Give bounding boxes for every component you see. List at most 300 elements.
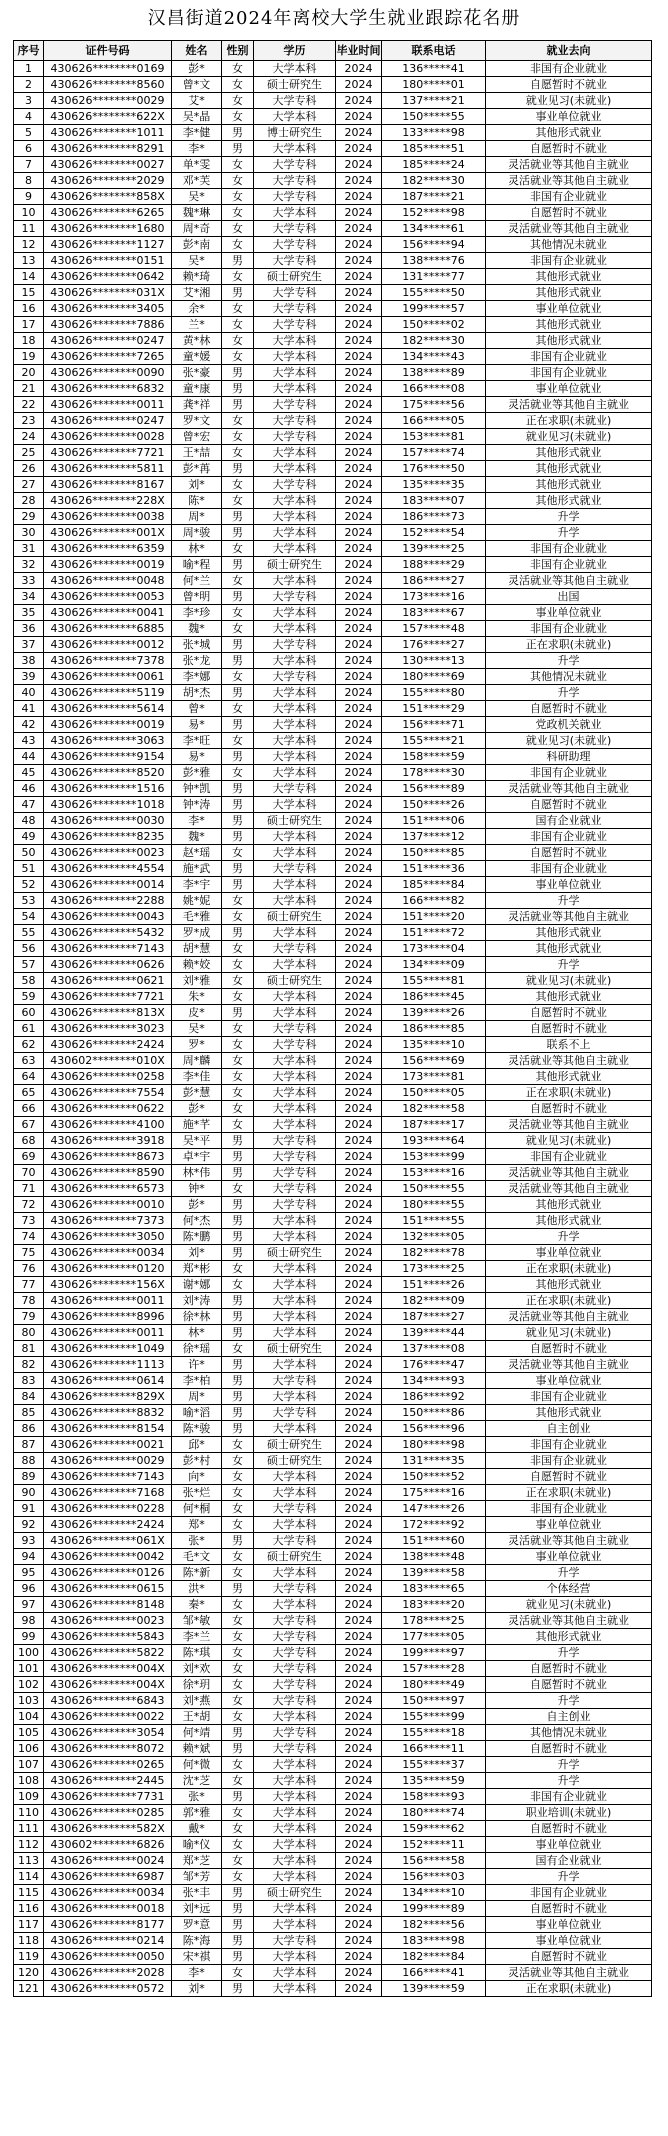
- cell-id-number: 430626********3054: [44, 1725, 172, 1741]
- table-row: [14, 429, 652, 445]
- cell-index: 57: [14, 957, 44, 973]
- cell-name: 周*奇: [172, 221, 222, 237]
- cell-employment-destination: 自愿暂时不就业: [486, 1469, 652, 1485]
- cell-phone: 134*****09: [382, 957, 486, 973]
- cell-index: 42: [14, 717, 44, 733]
- cell-name: 李*柏: [172, 1373, 222, 1389]
- cell-education: 大学本科: [254, 765, 336, 781]
- cell-graduation-year: 2024: [336, 1133, 382, 1149]
- cell-education: 硕士研究生: [254, 1453, 336, 1469]
- cell-education: 硕士研究生: [254, 973, 336, 989]
- cell-education: 大学专科: [254, 1149, 336, 1165]
- cell-name: 陈*新: [172, 1565, 222, 1581]
- cell-phone: 150*****52: [382, 1469, 486, 1485]
- cell-education: 大学专科: [254, 253, 336, 269]
- cell-education: 大学本科: [254, 797, 336, 813]
- cell-name: 何*桐: [172, 1501, 222, 1517]
- cell-phone: 199*****57: [382, 301, 486, 317]
- cell-id-number: 430626********622X: [44, 109, 172, 125]
- cell-index: 83: [14, 1373, 44, 1389]
- cell-employment-destination: 其他形式就业: [486, 461, 652, 477]
- cell-gender: 女: [222, 621, 254, 637]
- cell-education: 硕士研究生: [254, 813, 336, 829]
- cell-graduation-year: 2024: [336, 1181, 382, 1197]
- cell-education: 大学本科: [254, 461, 336, 477]
- table-row: [14, 285, 652, 301]
- cell-id-number: 430626********0126: [44, 1565, 172, 1581]
- cell-id-number: 430626********858X: [44, 189, 172, 205]
- cell-gender: 男: [222, 397, 254, 413]
- cell-education: 大学本科: [254, 893, 336, 909]
- table-row: [14, 1565, 652, 1581]
- cell-education: 大学专科: [254, 173, 336, 189]
- cell-name: 彭*: [172, 61, 222, 77]
- cell-graduation-year: 2024: [336, 1661, 382, 1677]
- cell-employment-destination: 自愿暂时不就业: [486, 1949, 652, 1965]
- table-row: [14, 909, 652, 925]
- cell-education: 大学本科: [254, 1773, 336, 1789]
- cell-graduation-year: 2024: [336, 141, 382, 157]
- cell-id-number: 430626********0028: [44, 429, 172, 445]
- cell-index: 121: [14, 1981, 44, 1997]
- cell-employment-destination: 灵活就业等其他自主就业: [486, 1965, 652, 1981]
- cell-index: 46: [14, 781, 44, 797]
- cell-graduation-year: 2024: [336, 317, 382, 333]
- cell-index: 25: [14, 445, 44, 461]
- cell-gender: 男: [222, 1389, 254, 1405]
- cell-index: 104: [14, 1709, 44, 1725]
- table-row: [14, 269, 652, 285]
- table-row: [14, 973, 652, 989]
- cell-graduation-year: 2024: [336, 253, 382, 269]
- cell-id-number: 430626********8520: [44, 765, 172, 781]
- cell-employment-destination: 灵活就业等其他自主就业: [486, 1357, 652, 1373]
- cell-index: 9: [14, 189, 44, 205]
- cell-gender: 女: [222, 1661, 254, 1677]
- cell-education: 大学专科: [254, 781, 336, 797]
- cell-gender: 女: [222, 893, 254, 909]
- cell-graduation-year: 2024: [336, 1613, 382, 1629]
- cell-graduation-year: 2024: [336, 1325, 382, 1341]
- table-row: [14, 477, 652, 493]
- cell-employment-destination: 其他形式就业: [486, 989, 652, 1005]
- cell-index: 82: [14, 1357, 44, 1373]
- cell-phone: 183*****98: [382, 1933, 486, 1949]
- table-row: [14, 749, 652, 765]
- cell-employment-destination: 其他情况未就业: [486, 1725, 652, 1741]
- cell-graduation-year: 2024: [336, 941, 382, 957]
- table-row: [14, 1469, 652, 1485]
- cell-id-number: 430626********0034: [44, 1245, 172, 1261]
- cell-education: 大学本科: [254, 653, 336, 669]
- cell-name: 黄*林: [172, 333, 222, 349]
- cell-phone: 152*****11: [382, 1837, 486, 1853]
- cell-education: 大学本科: [254, 605, 336, 621]
- cell-graduation-year: 2024: [336, 477, 382, 493]
- cell-education: 大学本科: [254, 621, 336, 637]
- cell-phone: 156*****94: [382, 237, 486, 253]
- cell-phone: 155*****21: [382, 733, 486, 749]
- cell-id-number: 430626********813X: [44, 1005, 172, 1021]
- cell-gender: 男: [222, 1901, 254, 1917]
- cell-name: 何*杰: [172, 1213, 222, 1229]
- cell-gender: 男: [222, 1197, 254, 1213]
- cell-id-number: 430626********0038: [44, 509, 172, 525]
- cell-index: 45: [14, 765, 44, 781]
- table-row: [14, 637, 652, 653]
- cell-name: 李*健: [172, 125, 222, 141]
- cell-gender: 女: [222, 1517, 254, 1533]
- cell-id-number: 430626********5614: [44, 701, 172, 717]
- table-row: [14, 1789, 652, 1805]
- cell-education: 大学本科: [254, 1517, 336, 1533]
- cell-employment-destination: 其他形式就业: [486, 269, 652, 285]
- cell-name: 童*媛: [172, 349, 222, 365]
- table-body: [14, 61, 652, 1997]
- cell-employment-destination: 自主创业: [486, 1421, 652, 1437]
- cell-index: 110: [14, 1805, 44, 1821]
- cell-name: 李*: [172, 1965, 222, 1981]
- cell-phone: 159*****62: [382, 1821, 486, 1837]
- table-row: [14, 541, 652, 557]
- cell-graduation-year: 2024: [336, 285, 382, 301]
- cell-employment-destination: 升学: [486, 1869, 652, 1885]
- cell-index: 53: [14, 893, 44, 909]
- cell-gender: 女: [222, 1037, 254, 1053]
- cell-name: 吴*: [172, 1021, 222, 1037]
- table-row: [14, 605, 652, 621]
- table-row: [14, 205, 652, 221]
- cell-id-number: 430626********0019: [44, 557, 172, 573]
- cell-employment-destination: 科研助理: [486, 749, 652, 765]
- cell-phone: 152*****98: [382, 205, 486, 221]
- cell-education: 大学专科: [254, 1677, 336, 1693]
- cell-graduation-year: 2024: [336, 157, 382, 173]
- cell-phone: 180*****98: [382, 1437, 486, 1453]
- cell-employment-destination: 自愿暂时不就业: [486, 1741, 652, 1757]
- cell-name: 刘*远: [172, 1901, 222, 1917]
- cell-phone: 166*****08: [382, 381, 486, 397]
- cell-gender: 男: [222, 1165, 254, 1181]
- cell-graduation-year: 2024: [336, 669, 382, 685]
- cell-graduation-year: 2024: [336, 349, 382, 365]
- cell-graduation-year: 2024: [336, 1101, 382, 1117]
- cell-index: 92: [14, 1517, 44, 1533]
- cell-index: 113: [14, 1853, 44, 1869]
- cell-employment-destination: 非国有企业就业: [486, 765, 652, 781]
- table-row: [14, 173, 652, 189]
- cell-name: 施*武: [172, 861, 222, 877]
- cell-phone: 150*****26: [382, 797, 486, 813]
- cell-employment-destination: 就业见习(未就业): [486, 1133, 652, 1149]
- cell-phone: 185*****24: [382, 157, 486, 173]
- cell-gender: 女: [222, 605, 254, 621]
- cell-name: 吴*平: [172, 1133, 222, 1149]
- cell-employment-destination: 灵活就业等其他自主就业: [486, 1613, 652, 1629]
- cell-index: 27: [14, 477, 44, 493]
- cell-phone: 176*****47: [382, 1357, 486, 1373]
- roster-title: 汉昌街道2024年离校大学生就业跟踪花名册: [147, 8, 521, 29]
- table-row: [14, 1661, 652, 1677]
- cell-gender: 女: [222, 1341, 254, 1357]
- cell-education: 大学专科: [254, 1933, 336, 1949]
- cell-education: 大学本科: [254, 381, 336, 397]
- cell-employment-destination: 事业单位就业: [486, 381, 652, 397]
- cell-id-number: 430626********6885: [44, 621, 172, 637]
- cell-education: 大学本科: [254, 1325, 336, 1341]
- cell-name: 刘*燕: [172, 1693, 222, 1709]
- cell-employment-destination: 升学: [486, 1773, 652, 1789]
- cell-education: 大学本科: [254, 1469, 336, 1485]
- cell-employment-destination: 国有企业就业: [486, 1853, 652, 1869]
- cell-graduation-year: 2024: [336, 1373, 382, 1389]
- table-row: [14, 1437, 652, 1453]
- cell-gender: 男: [222, 925, 254, 941]
- cell-index: 23: [14, 413, 44, 429]
- cell-id-number: 430626********1018: [44, 797, 172, 813]
- cell-id-number: 430626********0048: [44, 573, 172, 589]
- cell-name: 陈*骏: [172, 1421, 222, 1437]
- cell-education: 大学本科: [254, 1389, 336, 1405]
- cell-education: 大学本科: [254, 717, 336, 733]
- cell-graduation-year: 2024: [336, 1709, 382, 1725]
- table-row: [14, 1293, 652, 1309]
- cell-education: 大学专科: [254, 941, 336, 957]
- cell-graduation-year: 2024: [336, 1261, 382, 1277]
- cell-id-number: 430626********6832: [44, 381, 172, 397]
- cell-employment-destination: 自愿暂时不就业: [486, 77, 652, 93]
- cell-employment-destination: 灵活就业等其他自主就业: [486, 1053, 652, 1069]
- cell-gender: 男: [222, 1725, 254, 1741]
- cell-index: 114: [14, 1869, 44, 1885]
- cell-employment-destination: 自愿暂时不就业: [486, 1901, 652, 1917]
- table-row: [14, 877, 652, 893]
- cell-education: 大学专科: [254, 1405, 336, 1421]
- cell-index: 2: [14, 77, 44, 93]
- table-row: [14, 1725, 652, 1741]
- cell-education: 大学本科: [254, 1309, 336, 1325]
- cell-education: 大学专科: [254, 1533, 336, 1549]
- cell-gender: 女: [222, 1485, 254, 1501]
- cell-employment-destination: 灵活就业等其他自主就业: [486, 1533, 652, 1549]
- cell-gender: 女: [222, 1837, 254, 1853]
- cell-name: 刘*: [172, 1245, 222, 1261]
- cell-id-number: 430626********8177: [44, 1917, 172, 1933]
- cell-name: 李*宇: [172, 877, 222, 893]
- cell-id-number: 430626********2424: [44, 1037, 172, 1053]
- cell-graduation-year: 2024: [336, 557, 382, 573]
- cell-gender: 女: [222, 573, 254, 589]
- cell-gender: 男: [222, 141, 254, 157]
- table-row: [14, 317, 652, 333]
- cell-graduation-year: 2024: [336, 1501, 382, 1517]
- cell-phone: 155*****99: [382, 1709, 486, 1725]
- cell-name: 卓*宇: [172, 1149, 222, 1165]
- cell-index: 62: [14, 1037, 44, 1053]
- table-row: [14, 765, 652, 781]
- table-row: [14, 781, 652, 797]
- cell-graduation-year: 2024: [336, 1741, 382, 1757]
- cell-graduation-year: 2024: [336, 1405, 382, 1421]
- cell-employment-destination: 升学: [486, 1229, 652, 1245]
- table-row: [14, 1629, 652, 1645]
- cell-phone: 180*****01: [382, 77, 486, 93]
- cell-phone: 131*****35: [382, 1453, 486, 1469]
- table-row: [14, 525, 652, 541]
- cell-id-number: 430626********156X: [44, 1277, 172, 1293]
- cell-index: 38: [14, 653, 44, 669]
- table-row: [14, 717, 652, 733]
- cell-employment-destination: 事业单位就业: [486, 1933, 652, 1949]
- cell-education: 大学本科: [254, 1293, 336, 1309]
- table-row: [14, 701, 652, 717]
- table-row: [14, 1085, 652, 1101]
- cell-gender: 男: [222, 365, 254, 381]
- cell-name: 钟*涛: [172, 797, 222, 813]
- cell-index: 93: [14, 1533, 44, 1549]
- cell-graduation-year: 2024: [336, 365, 382, 381]
- cell-graduation-year: 2024: [336, 1421, 382, 1437]
- cell-phone: 151*****20: [382, 909, 486, 925]
- cell-gender: 女: [222, 349, 254, 365]
- cell-education: 大学本科: [254, 109, 336, 125]
- cell-index: 89: [14, 1469, 44, 1485]
- cell-name: 刘*: [172, 1981, 222, 1997]
- table-row: [14, 941, 652, 957]
- cell-index: 49: [14, 829, 44, 845]
- cell-gender: 男: [222, 1405, 254, 1421]
- cell-id-number: 430626********6573: [44, 1181, 172, 1197]
- cell-phone: 182*****30: [382, 333, 486, 349]
- cell-id-number: 430626********3050: [44, 1229, 172, 1245]
- cell-employment-destination: 非国有企业就业: [486, 365, 652, 381]
- cell-index: 11: [14, 221, 44, 237]
- cell-id-number: 430626********0090: [44, 365, 172, 381]
- cell-phone: 180*****55: [382, 1197, 486, 1213]
- cell-employment-destination: 事业单位就业: [486, 1549, 652, 1565]
- cell-index: 101: [14, 1661, 44, 1677]
- cell-index: 94: [14, 1549, 44, 1565]
- cell-education: 大学专科: [254, 589, 336, 605]
- cell-employment-destination: 正在求职(未就业): [486, 1293, 652, 1309]
- cell-index: 18: [14, 333, 44, 349]
- cell-id-number: 430626********0041: [44, 605, 172, 621]
- cell-gender: 男: [222, 781, 254, 797]
- cell-employment-destination: 灵活就业等其他自主就业: [486, 1117, 652, 1133]
- cell-graduation-year: 2024: [336, 525, 382, 541]
- header-index: 序号: [14, 41, 44, 61]
- cell-phone: 173*****16: [382, 589, 486, 605]
- cell-graduation-year: 2024: [336, 1789, 382, 1805]
- cell-graduation-year: 2024: [336, 1885, 382, 1901]
- cell-gender: 女: [222, 1693, 254, 1709]
- cell-employment-destination: 就业见习(未就业): [486, 1325, 652, 1341]
- cell-employment-destination: 自愿暂时不就业: [486, 845, 652, 861]
- cell-gender: 女: [222, 1805, 254, 1821]
- cell-education: 大学专科: [254, 1373, 336, 1389]
- table-row: [14, 1421, 652, 1437]
- table-row: [14, 685, 652, 701]
- cell-phone: 135*****59: [382, 1773, 486, 1789]
- cell-education: 大学专科: [254, 1037, 336, 1053]
- cell-id-number: 430626********0247: [44, 413, 172, 429]
- cell-gender: 男: [222, 637, 254, 653]
- cell-education: 硕士研究生: [254, 1245, 336, 1261]
- cell-education: 大学专科: [254, 1613, 336, 1629]
- cell-employment-destination: 灵活就业等其他自主就业: [486, 1181, 652, 1197]
- cell-employment-destination: 个体经营: [486, 1581, 652, 1597]
- cell-gender: 女: [222, 301, 254, 317]
- cell-name: 施*芊: [172, 1117, 222, 1133]
- cell-phone: 156*****69: [382, 1053, 486, 1069]
- cell-name: 邹*敏: [172, 1613, 222, 1629]
- table-row: [14, 669, 652, 685]
- cell-name: 秦*: [172, 1597, 222, 1613]
- cell-education: 大学专科: [254, 429, 336, 445]
- cell-employment-destination: 其他形式就业: [486, 1197, 652, 1213]
- cell-name: 郑*芝: [172, 1853, 222, 1869]
- table-row: [14, 1901, 652, 1917]
- cell-index: 99: [14, 1629, 44, 1645]
- table-row: [14, 1229, 652, 1245]
- cell-name: 朱*: [172, 989, 222, 1005]
- table-row: [14, 93, 652, 109]
- cell-gender: 女: [222, 845, 254, 861]
- table-row: [14, 1709, 652, 1725]
- cell-education: 大学本科: [254, 1901, 336, 1917]
- cell-graduation-year: 2024: [336, 605, 382, 621]
- cell-index: 26: [14, 461, 44, 477]
- cell-index: 36: [14, 621, 44, 637]
- cell-graduation-year: 2024: [336, 1853, 382, 1869]
- cell-name: 郑*彬: [172, 1261, 222, 1277]
- cell-phone: 186*****92: [382, 1389, 486, 1405]
- cell-employment-destination: 就业见习(未就业): [486, 93, 652, 109]
- table-row: [14, 1181, 652, 1197]
- cell-graduation-year: 2024: [336, 205, 382, 221]
- cell-education: 大学本科: [254, 1005, 336, 1021]
- table-row: [14, 397, 652, 413]
- cell-id-number: 430626********0169: [44, 61, 172, 77]
- cell-id-number: 430626********0012: [44, 637, 172, 653]
- cell-phone: 134*****61: [382, 221, 486, 237]
- cell-name: 曾*: [172, 701, 222, 717]
- cell-index: 32: [14, 557, 44, 573]
- cell-phone: 178*****30: [382, 765, 486, 781]
- cell-graduation-year: 2024: [336, 77, 382, 93]
- cell-employment-destination: 非国有企业就业: [486, 1789, 652, 1805]
- cell-name: 周*麟: [172, 1053, 222, 1069]
- cell-graduation-year: 2024: [336, 1725, 382, 1741]
- cell-index: 21: [14, 381, 44, 397]
- cell-name: 徐*瑶: [172, 1341, 222, 1357]
- employment-roster-table: [13, 40, 652, 1997]
- cell-graduation-year: 2024: [336, 685, 382, 701]
- cell-id-number: 430626********0621: [44, 973, 172, 989]
- table-row: [14, 1005, 652, 1021]
- table-row: [14, 813, 652, 829]
- cell-id-number: 430626********228X: [44, 493, 172, 509]
- cell-phone: 199*****97: [382, 1645, 486, 1661]
- cell-gender: 女: [222, 205, 254, 221]
- cell-education: 大学本科: [254, 1101, 336, 1117]
- cell-education: 大学本科: [254, 1981, 336, 1997]
- cell-phone: 150*****55: [382, 109, 486, 125]
- cell-graduation-year: 2024: [336, 1453, 382, 1469]
- cell-phone: 156*****03: [382, 1869, 486, 1885]
- cell-name: 李*旺: [172, 733, 222, 749]
- cell-index: 20: [14, 365, 44, 381]
